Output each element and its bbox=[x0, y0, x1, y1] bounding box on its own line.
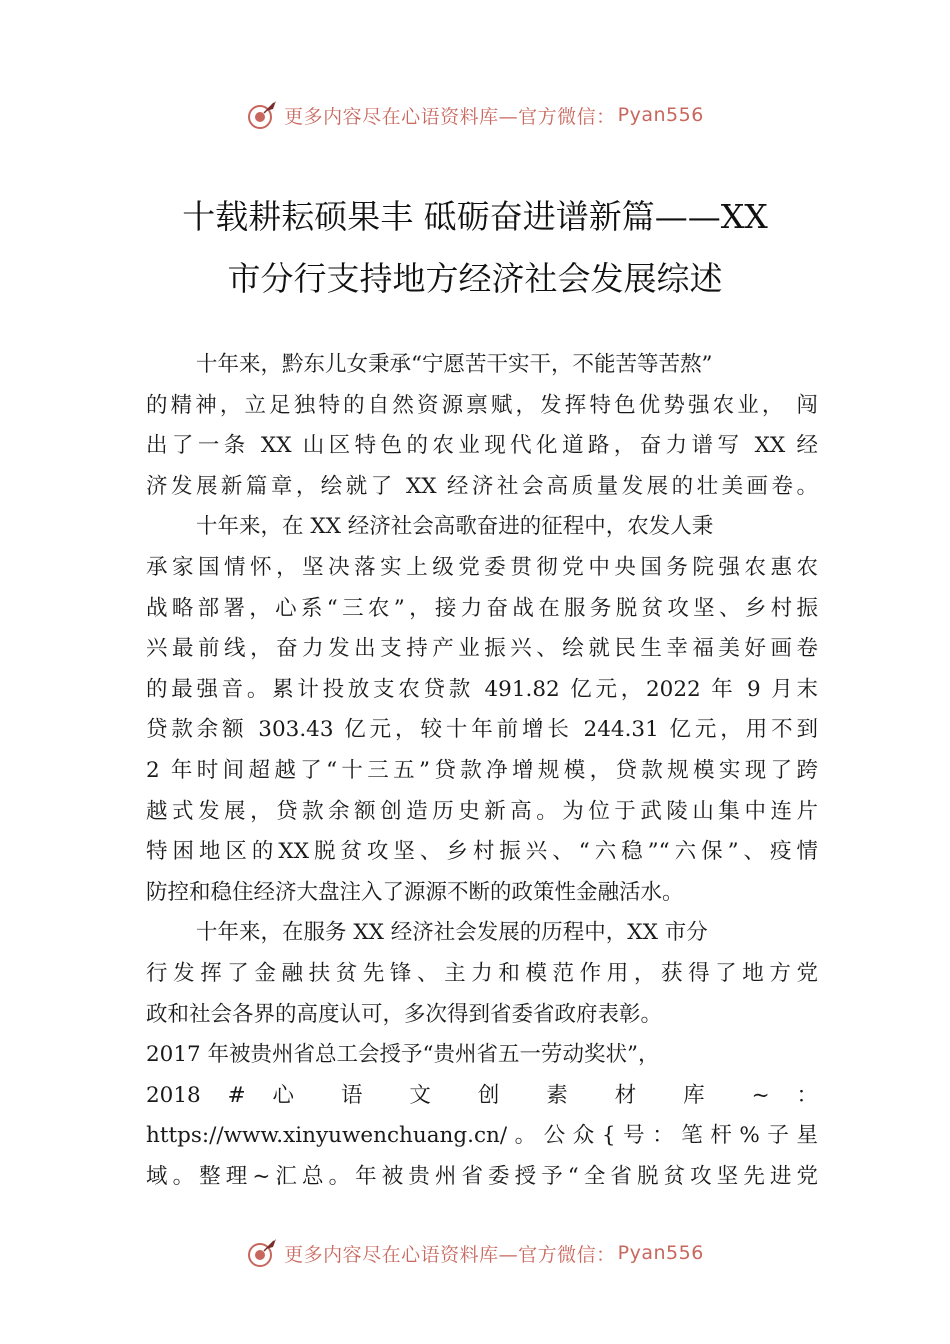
watermark-header bbox=[0, 97, 950, 133]
body-line: 2017 年被贵州省总工会授予“贵州省五一劳动奖状”， bbox=[146, 1042, 660, 1068]
body-line: 2 年时间超越了“十三五”贷款净增规模，贷款规模实现了跨 bbox=[146, 757, 818, 783]
body-line: 兴最前线，奋力发出支持产业振兴、绘就民生幸福美好画卷 bbox=[146, 636, 818, 662]
watermark-wechat-id: Pyan556 bbox=[617, 1242, 704, 1264]
body-line: 的最强音。累计投放支农贷款 491.82 亿元，2022 年 9 月末 bbox=[146, 676, 818, 702]
body-line: https://www.xinyuwenchuang.cn/。公众{号：笔杆%子星 bbox=[146, 1123, 818, 1149]
body-line: 政和社会各界的高度认可，多次得到省委省政府表彰。 bbox=[146, 1001, 663, 1027]
body-line: 战略部署，心系“三农”，接力奋战在服务脱贫攻坚、乡村振 bbox=[146, 595, 818, 621]
title-line: 十载耕耘硕果丰 砥砺奋进谱新篇——XX bbox=[182, 197, 768, 236]
body-line: 域。整理~汇总。年被贵州省委授予“全省脱贫攻坚先进党 bbox=[146, 1163, 818, 1189]
body-line: 越式发展，贷款余额创造历史新高。为位于武陵山集中连片 bbox=[146, 798, 818, 824]
document-title bbox=[140, 186, 810, 310]
body-line: 十年来，在服务 XX 经济社会发展的历程中，XX 市分 bbox=[196, 920, 708, 946]
body-line: 济发展新篇章，绘就了 XX 经济社会高质量发展的壮美画卷。 bbox=[146, 473, 818, 499]
quill-logo-icon bbox=[246, 1237, 278, 1269]
body-line: 防控和稳住经济大盘注入了源源不断的政策性金融活水。 bbox=[146, 879, 684, 905]
document-body bbox=[146, 345, 818, 1197]
watermark-text: 更多内容尽在心语资料库—官方微信： bbox=[284, 1243, 616, 1266]
body-line: 十年来，黔东儿女秉承“宁愿苦干实干，不能苦等苦熬” bbox=[196, 352, 713, 377]
watermark-wechat-id: Pyan556 bbox=[617, 104, 704, 126]
body-line: 出了一条 XX 山区特色的农业现代化道路，奋力谱写 XX 经 bbox=[146, 433, 818, 459]
body-line: 贷款余额 303.43 亿元，较十年前增长 244.31 亿元，用不到 bbox=[146, 717, 818, 743]
body-line: 承家国情怀，坚决落实上级党委贯彻党中央国务院强农惠农 bbox=[146, 554, 818, 580]
watermark-text: 更多内容尽在心语资料库—官方微信： bbox=[284, 105, 616, 128]
quill-logo-icon bbox=[246, 99, 278, 131]
watermark-footer bbox=[0, 1235, 950, 1271]
body-line: 的精神，立足独特的自然资源禀赋，发挥特色优势强农业， 闯 bbox=[146, 392, 818, 418]
body-line: 2018 # 心 语 文 创 素 材 库 ~ ： bbox=[146, 1082, 818, 1108]
title-line: 市分行支持地方经济社会发展综述 bbox=[227, 259, 723, 298]
body-line: 特困地区的XX脱贫攻坚、乡村振兴、“六稳”“六保”、疫情 bbox=[146, 839, 818, 865]
body-line: 行发挥了金融扶贫先锋、主力和模范作用，获得了地方党 bbox=[146, 960, 818, 986]
body-line: 十年来，在 XX 经济社会高歌奋进的征程中，农发人秉 bbox=[196, 514, 714, 540]
